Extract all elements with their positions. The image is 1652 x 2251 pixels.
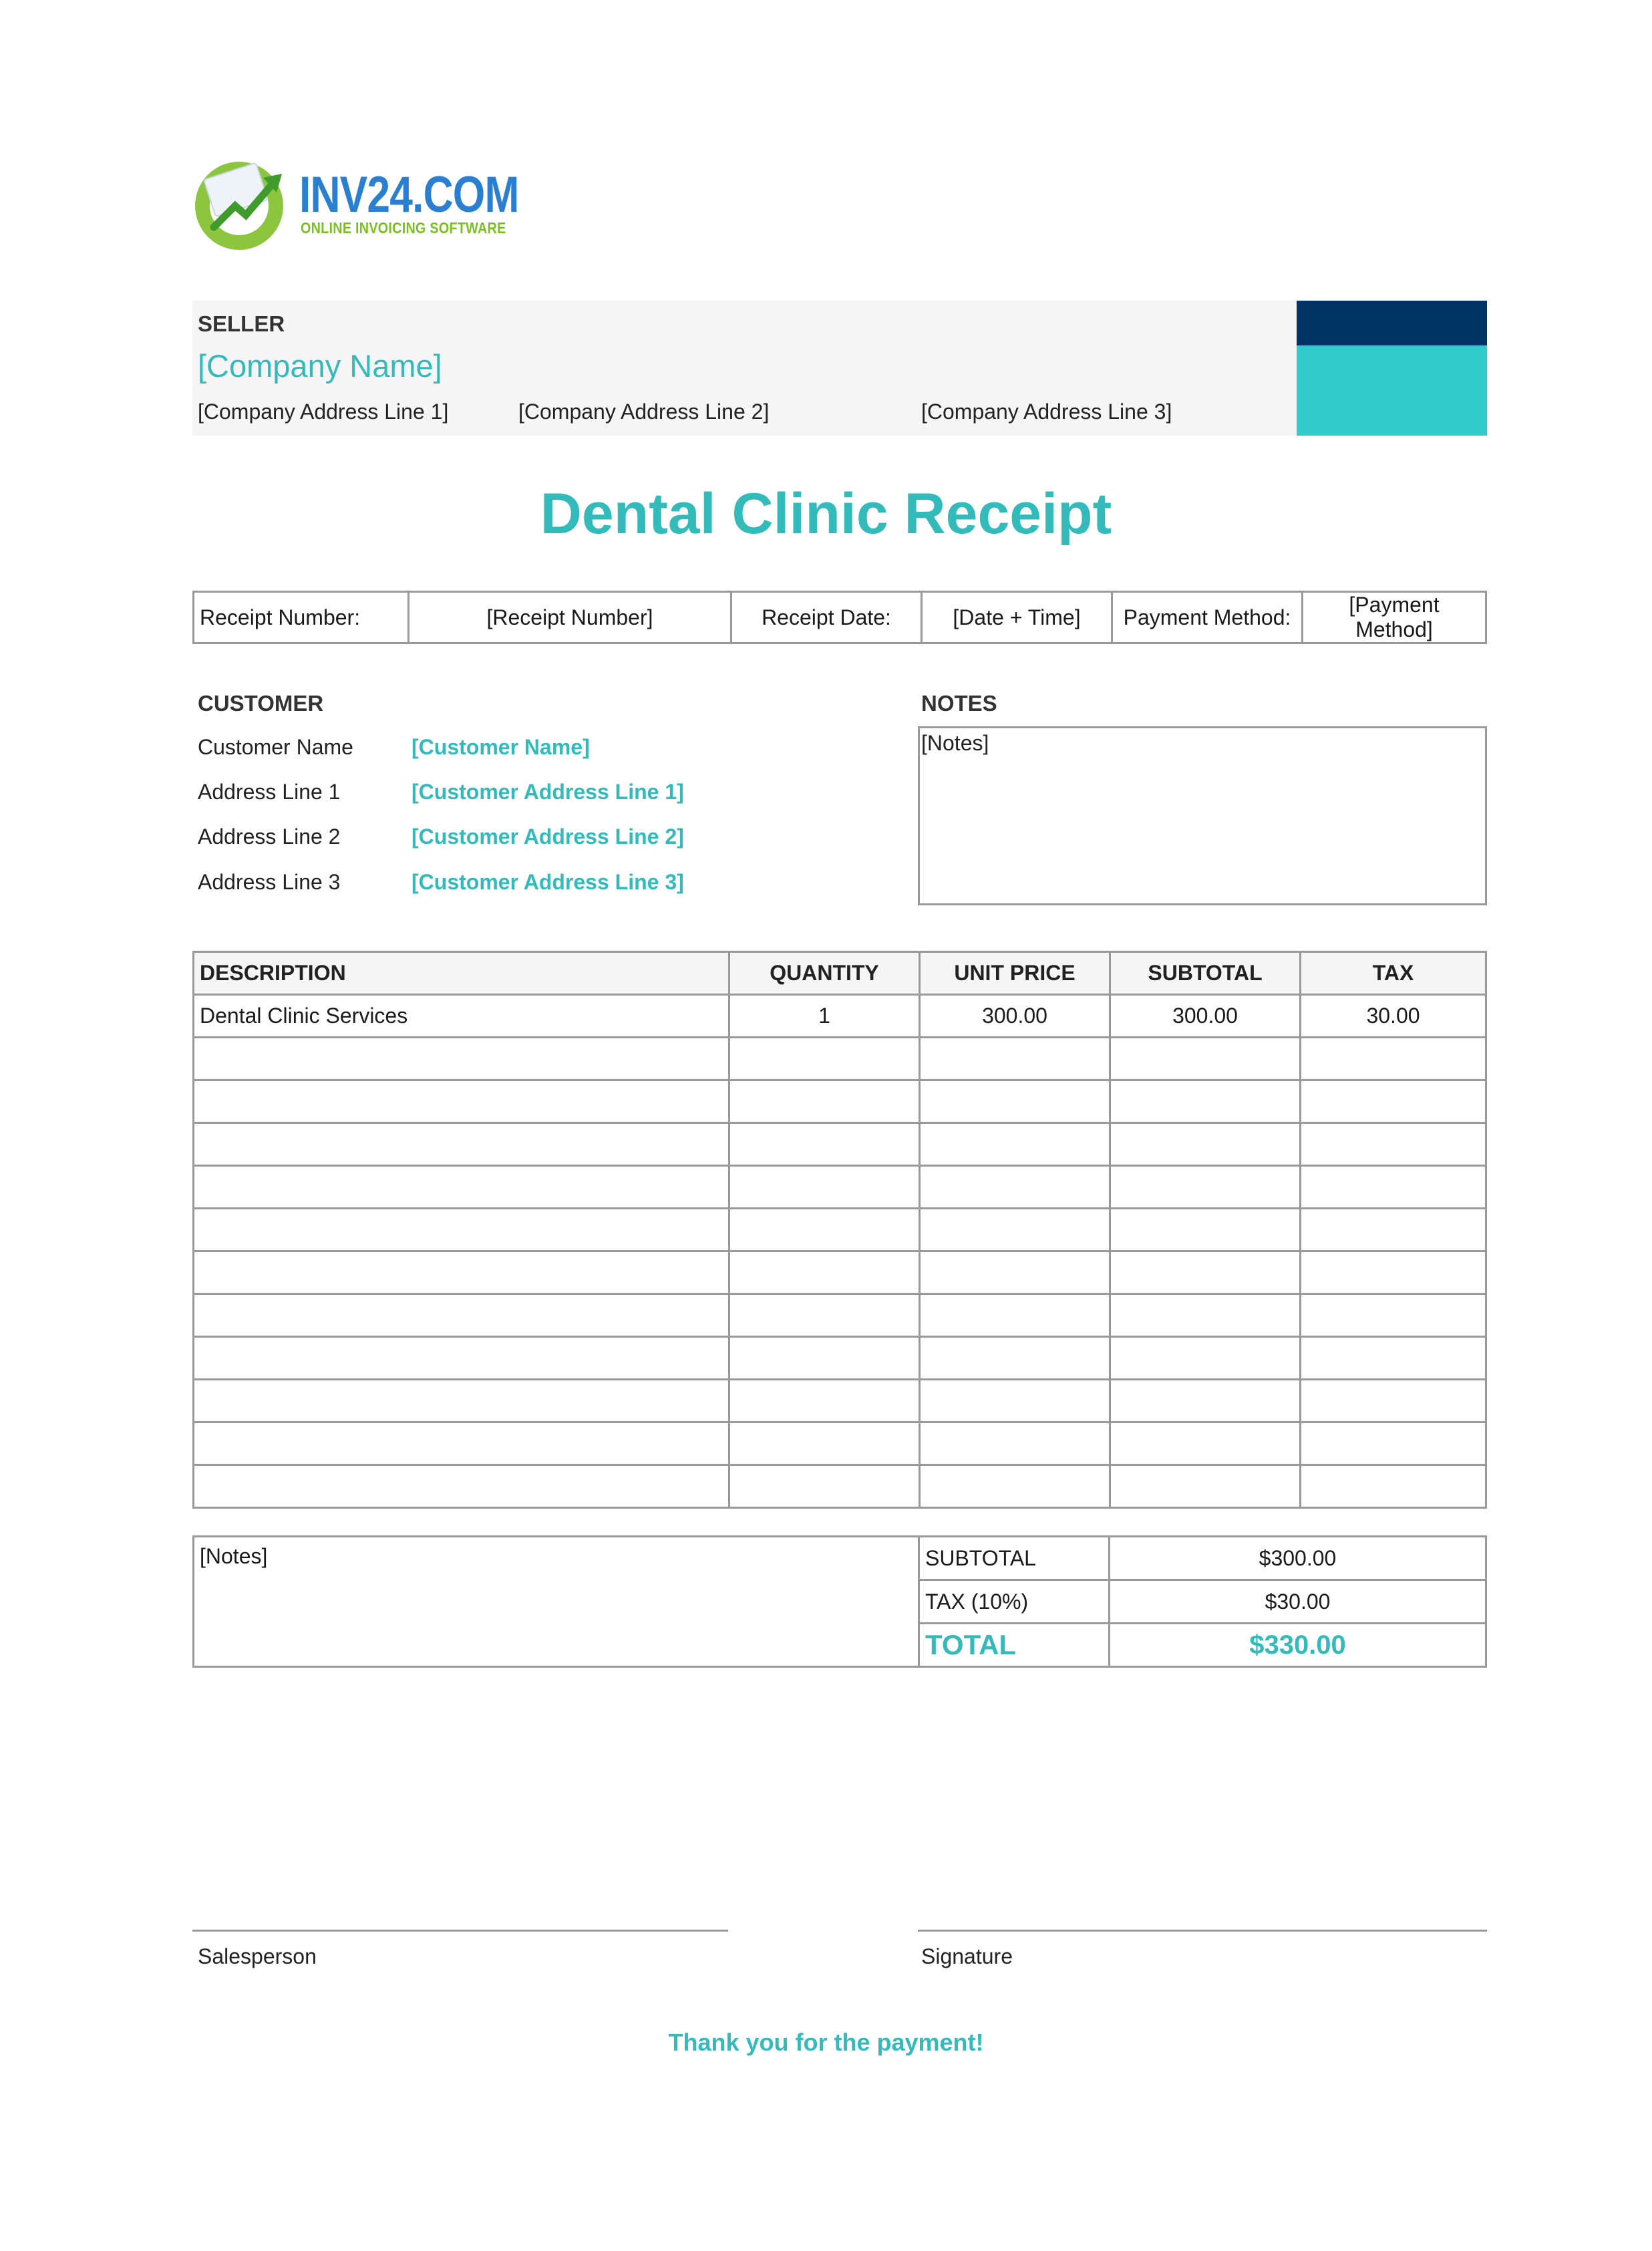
receipt-info-table <box>192 591 1487 644</box>
table-row-empty <box>194 1123 1486 1166</box>
customer-address-3-value: [Customer Address Line 3] <box>411 870 684 894</box>
company-address-line-1: [Company Address Line 1] <box>198 400 449 424</box>
logo-icon <box>194 154 294 251</box>
payment-method-value: [Payment Method] <box>1303 592 1486 643</box>
table-row-empty <box>194 1294 1486 1337</box>
notes-box[interactable] <box>918 726 1487 905</box>
seller-label: SELLER <box>198 311 285 336</box>
table-row-empty <box>194 1465 1486 1508</box>
column-header-description: DESCRIPTION <box>194 952 729 995</box>
header-band-teal <box>1297 390 1487 436</box>
subtotal-value: $300.00 <box>1110 1537 1486 1580</box>
customer-address-1-label: Address Line 1 <box>198 780 341 804</box>
tax-label: TAX (10%) <box>919 1580 1110 1624</box>
header-band-dark <box>1297 301 1487 345</box>
table-row <box>194 995 1486 1038</box>
customer-address-2-label: Address Line 2 <box>198 824 341 849</box>
company-address-line-3: [Company Address Line 3] <box>921 400 1172 424</box>
column-header-tax: TAX <box>1301 952 1486 995</box>
page-title: Dental Clinic Receipt <box>540 482 1112 546</box>
signature-label: Signature <box>921 1944 1013 1968</box>
customer-address-3-label: Address Line 3 <box>198 870 341 894</box>
table-row-empty <box>194 1038 1486 1080</box>
customer-name-label: Customer Name <box>198 735 353 759</box>
table-row-empty <box>194 1251 1486 1294</box>
signature-line <box>918 1930 1487 1932</box>
column-header-quantity: QUANTITY <box>729 952 920 995</box>
notes-text: [Notes] <box>921 731 989 755</box>
customer-address-2-value: [Customer Address Line 2] <box>411 824 684 849</box>
header-band-teal <box>1297 345 1487 390</box>
total-label: TOTAL <box>919 1624 1110 1667</box>
table-row-empty <box>194 1380 1486 1422</box>
item-subtotal: 300.00 <box>1110 995 1301 1038</box>
column-header-subtotal: SUBTOTAL <box>1110 952 1301 995</box>
salesperson-label: Salesperson <box>198 1944 317 1968</box>
table-row-empty <box>194 1209 1486 1251</box>
customer-address-1-value: [Customer Address Line 1] <box>411 780 684 804</box>
company-address-line-2: [Company Address Line 2] <box>518 400 770 424</box>
total-value: $330.00 <box>1110 1624 1486 1667</box>
subtotal-label: SUBTOTAL <box>919 1537 1110 1580</box>
logo-name: INV24.COM <box>299 166 519 223</box>
receipt-number-label: Receipt Number: <box>194 592 409 643</box>
receipt-number-value: [Receipt Number] <box>409 592 731 643</box>
thank-you-message: Thank you for the payment! <box>668 2029 984 2056</box>
table-row-empty <box>194 1080 1486 1123</box>
tax-value: $30.00 <box>1110 1580 1486 1624</box>
notes-label: NOTES <box>921 691 997 716</box>
logo-tagline: ONLINE INVOICING SOFTWARE <box>301 219 506 237</box>
customer-name-value: [Customer Name] <box>411 735 590 759</box>
table-row-empty <box>194 1166 1486 1209</box>
payment-method-label: Payment Method: <box>1112 592 1303 643</box>
column-header-unit-price: UNIT PRICE <box>920 952 1110 995</box>
totals-table <box>192 1535 1487 1668</box>
company-name: [Company Name] <box>198 348 442 384</box>
salesperson-signature-line <box>192 1930 728 1932</box>
item-tax: 30.00 <box>1301 995 1486 1038</box>
items-header-row <box>194 952 1486 995</box>
receipt-date-label: Receipt Date: <box>731 592 922 643</box>
table-row-empty <box>194 1337 1486 1380</box>
table-row-empty <box>194 1422 1486 1465</box>
customer-label: CUSTOMER <box>198 691 324 716</box>
items-table <box>192 951 1487 1509</box>
summary-notes: [Notes] <box>194 1537 919 1667</box>
item-unit-price: 300.00 <box>920 995 1110 1038</box>
receipt-date-value: [Date + Time] <box>922 592 1112 643</box>
item-description: Dental Clinic Services <box>194 995 729 1038</box>
item-quantity: 1 <box>729 995 920 1038</box>
